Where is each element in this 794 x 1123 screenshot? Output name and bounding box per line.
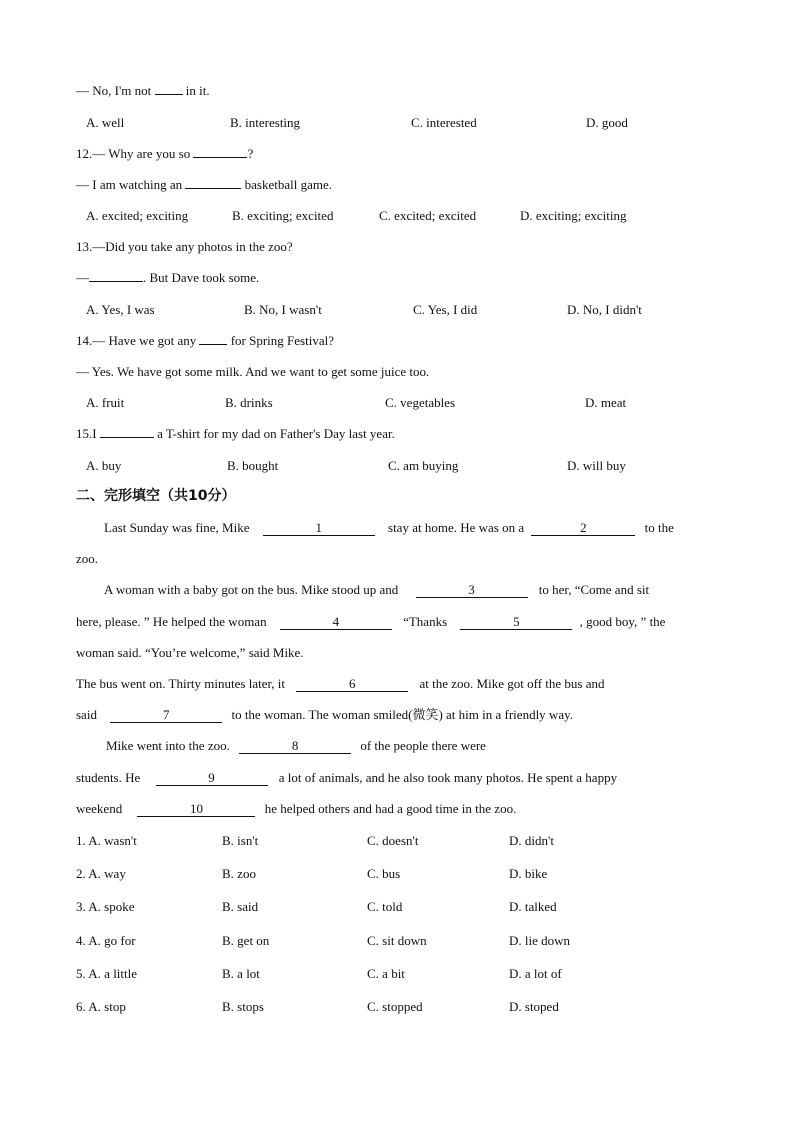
q12-question (76, 146, 253, 162)
passage-text: a lot of animals, and he also took many photos. He spent a happy (278, 770, 618, 785)
passage-line-10 (76, 801, 516, 817)
cloze-blank-2[interactable]: 2 (531, 521, 635, 536)
passage-line-6 (76, 676, 605, 692)
passage-line-9 (76, 770, 617, 786)
cloze-6-option-b[interactable]: B. stops (222, 999, 264, 1014)
q12-option-b[interactable]: B. exciting; excited (232, 208, 334, 223)
q13-answer-before: — (76, 270, 89, 285)
cloze-5-option-c[interactable]: C. a bit (367, 966, 405, 981)
cloze-6-option-a[interactable]: 6. A. stop (76, 999, 126, 1014)
cloze-3-option-d[interactable]: D. talked (509, 899, 557, 914)
cloze-3-option-c[interactable]: C. told (367, 899, 403, 914)
passage-line-8 (106, 738, 486, 754)
cloze-blank-7[interactable]: 7 (110, 708, 222, 723)
q12-question-before: 12.— Why are you so (76, 146, 191, 161)
q13-option-a[interactable]: A. Yes, I was (86, 302, 155, 317)
passage-text: “Thanks (403, 614, 448, 629)
cloze-1-option-c[interactable]: C. doesn't (367, 833, 419, 848)
q14-option-a[interactable]: A. fruit (86, 395, 125, 410)
cloze-blank-9[interactable]: 9 (156, 771, 268, 786)
q14-option-b[interactable]: B. drinks (225, 395, 273, 410)
q12-answer-before: — I am watching an (76, 177, 183, 192)
q14-question (76, 333, 334, 349)
passage-line-7 (76, 707, 573, 723)
passage-line-4 (76, 614, 665, 630)
passage-text: weekend (76, 801, 123, 816)
cloze-1-option-b[interactable]: B. isn't (222, 833, 259, 848)
passage-line-1 (104, 520, 674, 536)
q11-answer-line (76, 83, 210, 99)
q13-question: 13.—Did you take any photos in the zoo? (76, 239, 293, 254)
q12-question-after: ? (247, 146, 254, 161)
cloze-2-option-c[interactable]: C. bus (367, 866, 401, 881)
cloze-blank-6[interactable]: 6 (296, 677, 408, 692)
cloze-blank-5[interactable]: 5 (460, 615, 572, 630)
q11-option-c[interactable]: C. interested (411, 115, 477, 130)
passage-text: here, please. ” He helped the woman (76, 614, 267, 629)
q13-blank[interactable] (89, 281, 143, 282)
q15-blank[interactable] (100, 437, 154, 438)
q14-option-d[interactable]: D. meat (585, 395, 627, 410)
passage-text: to her, “Come and sit (538, 582, 650, 597)
q15-option-b[interactable]: B. bought (227, 458, 279, 473)
cloze-4-option-c[interactable]: C. sit down (367, 933, 427, 948)
cloze-blank-10[interactable]: 10 (137, 802, 255, 817)
q15-option-c[interactable]: C. am buying (388, 458, 459, 473)
passage-text: at the zoo. Mike got off the bus and (419, 676, 605, 691)
q15-option-a[interactable]: A. buy (86, 458, 122, 473)
cloze-1-option-d[interactable]: D. didn't (509, 833, 554, 848)
q11-answer-after: in it. (185, 83, 210, 98)
passage-text: to the (644, 520, 674, 535)
passage-text: stay at home. He was on a (388, 520, 525, 535)
q11-option-b[interactable]: B. interesting (230, 115, 301, 130)
passage-text: said (76, 707, 97, 722)
cloze-6-option-d[interactable]: D. stoped (509, 999, 559, 1014)
q12-option-c[interactable]: C. excited; excited (379, 208, 477, 223)
cloze-blank-3[interactable]: 3 (416, 583, 528, 598)
q13-option-b[interactable]: B. No, I wasn't (244, 302, 322, 317)
passage-text: The bus went on. Thirty minutes later, it (76, 676, 286, 691)
q15-option-d[interactable]: D. will buy (567, 458, 626, 473)
cloze-6-option-c[interactable]: C. stopped (367, 999, 423, 1014)
cloze-blank-1[interactable]: 1 (263, 521, 375, 536)
passage-text: of the people there were (360, 738, 486, 753)
q13-answer-line (76, 270, 259, 286)
passage-line-5: woman said. “You’re welcome,” said Mike. (76, 645, 304, 660)
section2-heading: 二、完形填空（共10分） (76, 488, 236, 504)
passage-line-3 (104, 582, 649, 598)
q13-answer-after: . But Dave took some. (143, 270, 260, 285)
q12-blank-1[interactable] (193, 157, 247, 158)
cloze-1-option-a[interactable]: 1. A. wasn't (76, 833, 137, 848)
cloze-3-option-b[interactable]: B. said (222, 899, 259, 914)
q12-answer-line (76, 177, 332, 193)
q14-option-c[interactable]: C. vegetables (385, 395, 456, 410)
cloze-3-option-a[interactable]: 3. A. spoke (76, 899, 135, 914)
q14-blank[interactable] (199, 344, 227, 345)
cloze-blank-4[interactable]: 4 (280, 615, 392, 630)
passage-text: Last Sunday was fine, Mike (104, 520, 250, 535)
q12-answer-after: basketball game. (244, 177, 332, 192)
cloze-2-option-b[interactable]: B. zoo (222, 866, 256, 881)
passage-text: , good boy, ” the (579, 614, 666, 629)
q11-option-d[interactable]: D. good (586, 115, 628, 130)
cloze-4-option-d[interactable]: D. lie down (509, 933, 571, 948)
passage-text: to the woman. The woman smiled(微笑) at him in a friendly way. (231, 707, 573, 722)
cloze-4-option-b[interactable]: B. get on (222, 933, 270, 948)
passage-text: A woman with a baby got on the bus. Mike stood up and (104, 582, 399, 597)
q11-blank[interactable] (155, 94, 183, 95)
passage-line-2: zoo. (76, 551, 99, 566)
q13-option-d[interactable]: D. No, I didn't (567, 302, 642, 317)
passage-text: students. He (76, 770, 141, 785)
cloze-blank-8[interactable]: 8 (239, 739, 351, 754)
passage-text: Mike went into the zoo. (106, 738, 230, 753)
q14-question-after: for Spring Festival? (230, 333, 334, 348)
cloze-5-option-d[interactable]: D. a lot of (509, 966, 562, 981)
cloze-2-option-a[interactable]: 2. A. way (76, 866, 126, 881)
q14-question-before: 14.— Have we got any (76, 333, 197, 348)
q13-option-c[interactable]: C. Yes, I did (413, 302, 478, 317)
cloze-2-option-d[interactable]: D. bike (509, 866, 548, 881)
q12-option-a[interactable]: A. excited; exciting (86, 208, 189, 223)
q15-question-after: a T-shirt for my dad on Father's Day last year. (157, 426, 395, 441)
cloze-5-option-a[interactable]: 5. A. a little (76, 966, 138, 981)
cloze-4-option-a[interactable]: 4. A. go for (76, 933, 136, 948)
cloze-5-option-b[interactable]: B. a lot (222, 966, 260, 981)
q11-option-a[interactable]: A. well (86, 115, 125, 130)
q12-blank-2[interactable] (185, 188, 241, 189)
q11-answer-before: — No, I'm not (76, 83, 152, 98)
q14-answer-line: — Yes. We have got some milk. And we want to get some juice too. (76, 364, 430, 379)
q12-option-d[interactable]: D. exciting; exciting (520, 208, 627, 223)
q15-question-before: 15.I (76, 426, 97, 441)
q15-question (76, 426, 395, 442)
passage-text: he helped others and had a good time in the zoo. (264, 801, 517, 816)
